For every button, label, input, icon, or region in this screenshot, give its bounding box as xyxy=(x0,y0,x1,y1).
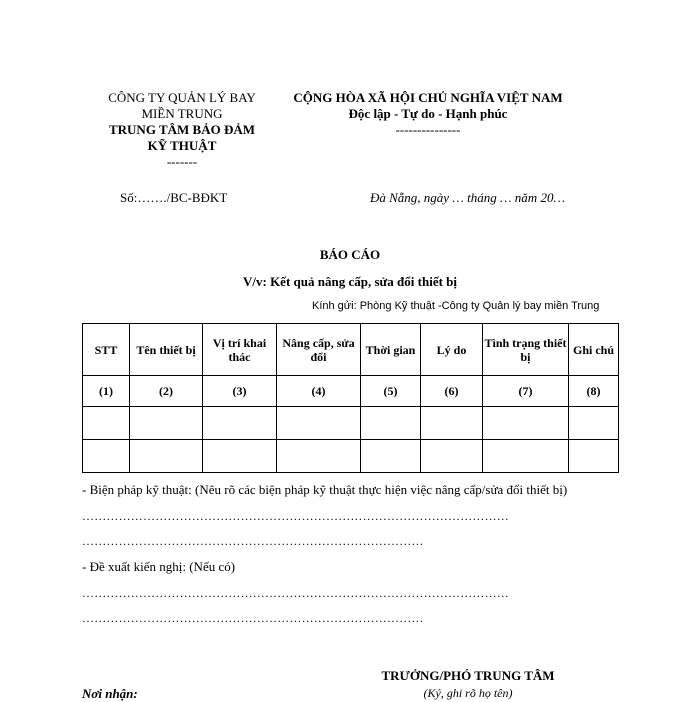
table-cell xyxy=(203,440,277,473)
column-header: Lý do xyxy=(421,324,483,376)
table-cell xyxy=(569,407,619,440)
table-cell xyxy=(361,407,421,440)
center-name-line1: TRUNG TÂM BẢO ĐẢM xyxy=(108,122,255,137)
column-number: (4) xyxy=(277,376,361,407)
technical-measures-line: - Biện pháp kỹ thuật: (Nêu rõ các biện pháp kỹ thuật thực hiện việc nâng cấp/sửa đổi thiết bị) xyxy=(82,482,568,497)
column-number: (2) xyxy=(130,376,203,407)
column-header: Thời gian xyxy=(361,324,421,376)
column-header: Tên thiết bị xyxy=(130,324,203,376)
dotted-line: …………………………………………………………………………………………… xyxy=(82,509,509,523)
column-number: (5) xyxy=(361,376,421,407)
table-cell xyxy=(483,407,569,440)
table-cell xyxy=(130,440,203,473)
report-title: BÁO CÁO xyxy=(319,247,381,262)
signature-note: (Ký, ghi rõ họ tên) xyxy=(423,686,513,700)
nation-motto: Độc lập - Tự do - Hạnh phúc xyxy=(348,106,508,121)
header-left xyxy=(82,90,282,170)
header-left-divider: ------- xyxy=(166,154,198,169)
column-number: (8) xyxy=(569,376,619,407)
table-cell xyxy=(83,440,130,473)
receivers-label: Nơi nhận: xyxy=(82,686,138,701)
document-number: Số:……./BC-BĐKT xyxy=(120,190,228,205)
column-header: STT xyxy=(83,324,130,376)
table-header-row xyxy=(83,324,619,376)
table-cell xyxy=(203,407,277,440)
table-cell xyxy=(421,440,483,473)
column-number: (1) xyxy=(83,376,130,407)
proposal-line: - Đề xuất kiến nghị: (Nếu có) xyxy=(82,559,236,574)
table-number-row xyxy=(83,376,619,407)
table-cell xyxy=(130,407,203,440)
column-header: Ghi chú xyxy=(569,324,619,376)
header-right-divider: --------------- xyxy=(395,122,461,137)
table-cell xyxy=(83,407,130,440)
header-right xyxy=(272,90,584,138)
table-cell xyxy=(361,440,421,473)
table-cell xyxy=(569,440,619,473)
column-header: Nâng cấp, sửa đổi xyxy=(277,324,361,376)
table-cell xyxy=(277,440,361,473)
column-number: (6) xyxy=(421,376,483,407)
column-header: Vị trí khai thác xyxy=(203,324,277,376)
signature-title: TRƯỞNG/PHÓ TRUNG TÂM xyxy=(381,668,555,683)
report-subject: V/v: Kết quả nâng cấp, sửa đổi thiết bị xyxy=(242,274,458,289)
column-number: (7) xyxy=(483,376,569,407)
table-cell xyxy=(421,407,483,440)
nation-title: CỘNG HÒA XÃ HỘI CHỦ NGHĨA VIỆT NAM xyxy=(293,90,563,105)
recipient-line: Kính gửi: Phòng Kỹ thuật -Công ty Quản lý bay miền Trung xyxy=(312,300,600,312)
dotted-line: ………………………………………………………………………… xyxy=(82,611,424,625)
company-name-line2: MIỀN TRUNG xyxy=(141,106,223,121)
column-number: (3) xyxy=(203,376,277,407)
dotted-line: ………………………………………………………………………… xyxy=(82,534,424,548)
report-table xyxy=(82,323,619,473)
table-cell xyxy=(277,407,361,440)
table-row xyxy=(83,440,619,473)
center-name-line2: KỸ THUẬT xyxy=(147,138,217,153)
table-row xyxy=(83,407,619,440)
column-header: Tình trạng thiết bị xyxy=(483,324,569,376)
company-name-line1: CÔNG TY QUẢN LÝ BAY xyxy=(108,90,256,105)
date-line: Đà Nẵng, ngày … tháng … năm 20… xyxy=(370,190,566,205)
dotted-line: …………………………………………………………………………………………… xyxy=(82,586,509,600)
table-cell xyxy=(483,440,569,473)
